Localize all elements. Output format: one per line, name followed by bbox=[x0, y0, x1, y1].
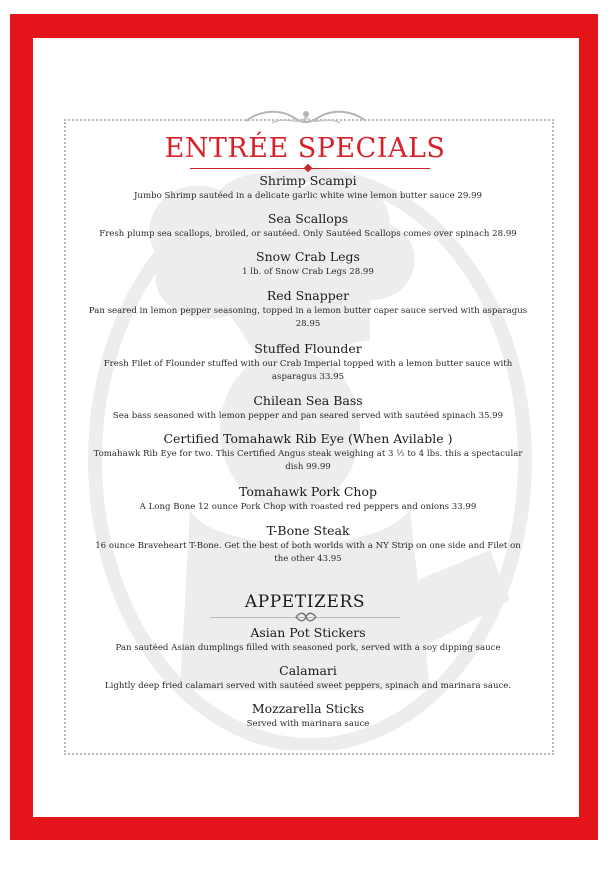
menu-item bbox=[88, 341, 528, 384]
item-description: Fresh Filet of Flounder stuffed with our Crab Imperial topped with a lemon butter sauce with asparagus 33.95 bbox=[103, 359, 513, 382]
item-description: Pan seared in lemon pepper seasoning, topped in a lemon butter caper sauce served with asparagus 28.95 bbox=[88, 306, 528, 329]
item-description: Sea bass seasoned with lemon pepper and pan seared served with sautéed spinach 35.99 bbox=[112, 411, 504, 421]
item-name: Stuffed Flounder bbox=[254, 341, 362, 356]
item-description: Lightly deep fried calamari served with sautéed sweet peppers, spinach and marinara sauce. bbox=[104, 681, 512, 691]
item-description: Pan sautéed Asian dumplings filled with seasoned pork, served with a soy dipping sauce bbox=[115, 643, 501, 653]
item-name: T-Bone Steak bbox=[266, 523, 350, 538]
item-name: Tomahawk Pork Chop bbox=[238, 484, 378, 499]
item-description: Tomahawk Rib Eye for two. This Certified Angus steak weighing at 3 ½ to 4 lbs. this a spectacular dish 99.99 bbox=[93, 449, 523, 472]
item-name: Asian Pot Stickers bbox=[250, 625, 366, 640]
menu-item bbox=[88, 173, 528, 203]
item-description: A Long Bone 12 ounce Pork Chop with roasted red peppers and onions 33.99 bbox=[139, 502, 477, 512]
entree-specials-heading: ENTRÉE SPECIALS bbox=[164, 133, 446, 164]
item-description: 1 lb. of Snow Crab Legs 28.99 bbox=[242, 267, 374, 277]
item-name: Red Snapper bbox=[266, 288, 350, 303]
menu-item bbox=[88, 288, 528, 331]
scroll-ornament-icon bbox=[295, 612, 317, 622]
item-description: 16 ounce Braveheart T-Bone. Get the best of both worlds with a NY Strip on one side and Filet on the other 43.95 bbox=[95, 541, 521, 564]
item-name: Snow Crab Legs bbox=[256, 249, 360, 264]
item-name: Shrimp Scampi bbox=[259, 173, 357, 188]
item-description: Jumbo Shrimp sautéed in a delicate garlic white wine lemon butter sauce 29.99 bbox=[133, 191, 483, 201]
menu-item bbox=[88, 523, 528, 566]
menu-item bbox=[88, 431, 528, 474]
menu-item bbox=[88, 663, 528, 693]
menu-item bbox=[88, 249, 528, 279]
appetizers-heading: APPETIZERS bbox=[244, 592, 366, 612]
item-name: Certified Tomahawk Rib Eye (When Avilable ) bbox=[163, 431, 453, 446]
menu-item bbox=[88, 701, 528, 731]
item-description: Served with marinara sauce bbox=[246, 719, 370, 729]
scroll-flourish-icon bbox=[242, 107, 370, 129]
item-name: Chilean Sea Bass bbox=[253, 393, 363, 408]
item-description: Fresh plump sea scallops, broiled, or sautéed. Only Sautéed Scallops comes over spinach 28.99 bbox=[99, 229, 517, 239]
menu-item bbox=[88, 484, 528, 514]
menu-item bbox=[88, 625, 528, 655]
item-name: Mozzarella Sticks bbox=[251, 701, 365, 716]
menu-item bbox=[88, 211, 528, 241]
item-name: Calamari bbox=[279, 663, 337, 678]
menu-item bbox=[88, 393, 528, 423]
item-name: Sea Scallops bbox=[267, 211, 349, 226]
